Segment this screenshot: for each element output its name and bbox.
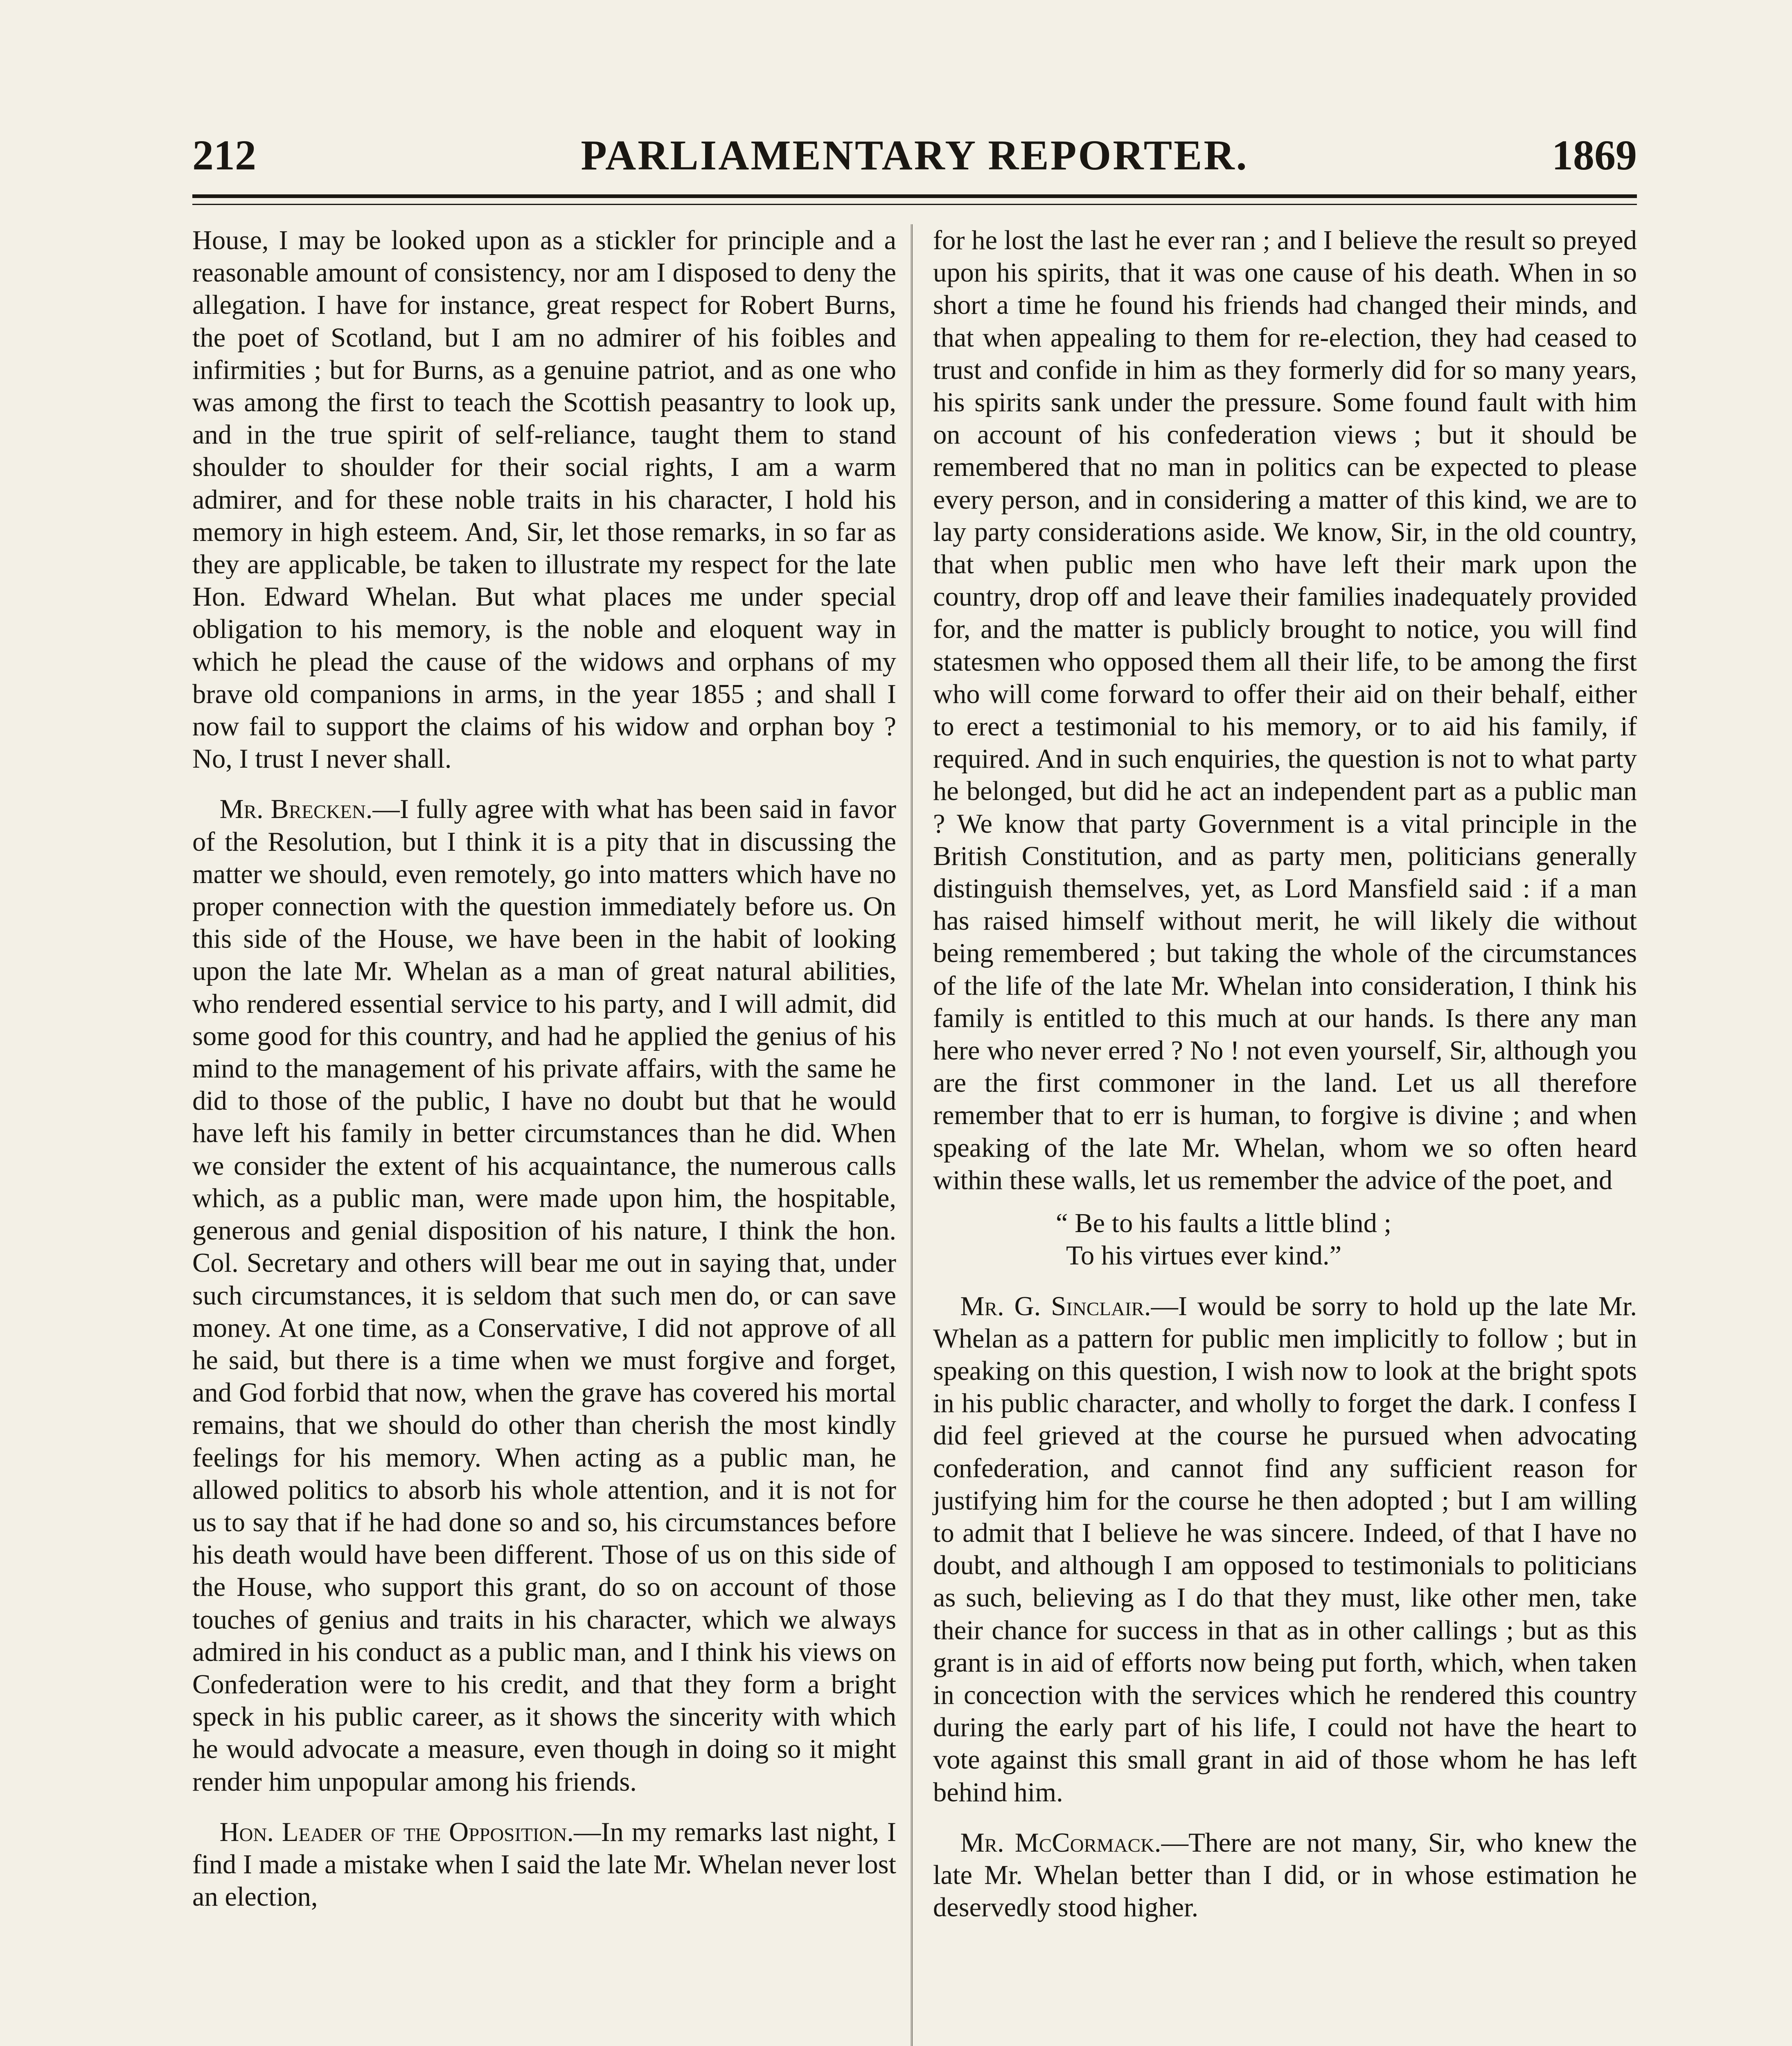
paragraph-continuation: for he lost the last he ever ran ; and I believe the result so preyed upon his spirits, that it was one cause of his death. When in so short a time he found his friends had changed their minds, and that when appealing to them for re-election, they had ceased to trust and confide in him as they formerly did for so many years, his spirits sank under the pressure. Some found fault with him on account of his confederation views ; but it should be remembered that no man in politics can be expected to please every person, and in considering a matter of this kind, we are to lay party considerations aside. We know, Sir, in the old country, that when public men who have left their mark upon the country, drop off and leave their families inadequately provided for, and the matter is publicly brought to notice, you will find statesmen who opposed them all their life, to be among the first who will come forward to offer their aid on their behalf, either to erect a testimonial to his memory, or to aid his family, if required. And in such enquiries, the question is not to what party he belonged, but did he act an independent part as a public man ? We know that party Government is a vital principle in the British Constitution, and as party men, politicians generally distinguish themselves, yet, as Lord Mansfield said : if a man has raised himself without merit, he will likely die without being remembered ; but taking the whole of the circumstances of the life of the late Mr. Whelan into consideration, I think his family is entitled to this much at our hands. Is there any man here who never erred ? No ! not even yourself, Sir, although you are the first commoner in the land. Let us all therefore remember that to err is human, to forgive is divine ; and when speaking of the late Mr. Whelan, whom we so often heard within these walls, let us remember the advice of the poet, and: [933, 225, 1637, 1195]
column-divider: [911, 224, 913, 2046]
verse-quotation: [933, 1207, 1637, 1272]
paragraph-mccormack: [933, 1827, 1637, 1924]
paragraph-brecken: [192, 793, 896, 1798]
page-number: 212: [192, 132, 256, 179]
speaker-name: Mr. McCormack.: [960, 1827, 1161, 1858]
right-column: [933, 224, 1637, 2046]
paragraph-sinclair: [933, 1290, 1637, 1809]
page-header: [192, 123, 1637, 184]
verse-line: “ Be to his faults a little blind ;: [1056, 1208, 1392, 1239]
running-title: PARLIAMENTARY REPORTER.: [581, 132, 1249, 179]
speaker-name: Mr. Brecken.: [219, 794, 373, 825]
verse-line: To his virtues ever kind.”: [1066, 1241, 1342, 1271]
paragraph-continuation: House, I may be looked upon as a stickler for principle and a reasonable amount of consistency, nor am I disposed to deny the allegation. I have for instance, great respect for Robert Burns, the poet of Scotland, but I am no admirer of his foibles and infirmities ; but for Burns, as a genuine patriot, and as one who was among the first to teach the Scottish peasantry to look up, and in the true spirit of self-reliance, taught them to stand shoulder to shoulder for their social rights, I am a warm admirer, and for these noble traits in his character, I hold his memory in high esteem. And, Sir, let those remarks, in so far as they are applicable, be taken to illustrate my respect for the late Hon. Edward Whelan. But what places me under special obligation to his memory, is the noble and eloquent way in which he plead the cause of the widows and orphans of my brave old companions in arms, in the year 1855 ; and shall I now fail to support the claims of his widow and orphan boy ? No, I trust I never shall.: [192, 225, 896, 774]
paragraph-opposition-leader: [192, 1816, 896, 1913]
speech-text: —There are not many, Sir, who knew the late Mr. Whelan better than I did, or in whose estimation he deservedly stood higher.: [933, 1827, 1637, 1923]
header-rule-thin: [192, 204, 1637, 205]
speech-text: —I fully agree with what has been said in favor of the Resolution, but I think it is a pity that in discussing the matter we should, even remotely, go into matters which have no proper connection with the question immediately before us. On this side of the House, we have been in the habit of looking upon the late Mr. Whelan as a man of great natural abilities, who rendered essential service to his party, and I will admit, did some good for this country, and had he applied the genius of his mind to the management of his private affairs, with the same he did to those of the public, I have no doubt but that he would have left his family in better circumstances than he did. When we consider the extent of his acquaintance, the numerous calls which, as a public man, were made upon him, the hospitable, generous and genial disposition of his nature, I think the hon. Col. Secretary and others will bear me out in saying that, under such circumstances, it is seldom that such men do, or can save money. At one time, as a Conservative, I did not approve of all he said, but there is a time when we must forgive and forget, and God forbid that now, when the grave has covered his mortal remains, that we should do other than cherish the most kindly feelings for his memory. When acting as a public man, he allowed politics to absorb his whole attention, and it is not for us to say that if he had done so and so, his circumstances before his death would have been different. Those of us on this side of the House, who support this grant, do so on account of those touches of genius and traits in his character, which we always admired in his conduct as a public man, and I think his views on Confederation were to his credit, and that they form a bright speck in his public career, as it shows the sincerity with which he would advocate a measure, even though in doing so it might render him unpopular among his friends.: [192, 794, 896, 1797]
left-column: [192, 224, 896, 2046]
speaker-name: Mr. G. Sinclair.: [960, 1291, 1151, 1321]
speech-text: —In my remarks last night, I find I made a mistake when I said the late Mr. Whelan never lost an election,: [192, 1817, 896, 1912]
speech-text: —I would be sorry to hold up the late Mr. Whelan as a pattern for public men implicitly to follow ; but in speaking on this question, I wish now to look at the bright spots in his public character, and wholly to forget the dark. I confess I did feel grieved at the course he pursued when advocating confederation, and cannot find any sufficient reason for justifying him for the course he then adopted ; but I am willing to admit that I believe he was sincere. Indeed, of that I have no doubt, and although I am opposed to testimonials to politicians as such, believing as I do that they must, like other men, take their chance for success in that as in other callings ; but as this grant is in aid of efforts now being put forth, which, when taken in concection with the services which he rendered this country during the early part of his life, I could not have the heart to vote against this small grant in aid of those whom he has left behind him.: [933, 1291, 1637, 1807]
page-year: 1869: [1552, 132, 1637, 179]
speaker-name: Hon. Leader of the Opposition.: [219, 1817, 574, 1847]
header-rule-thick: [192, 194, 1637, 198]
